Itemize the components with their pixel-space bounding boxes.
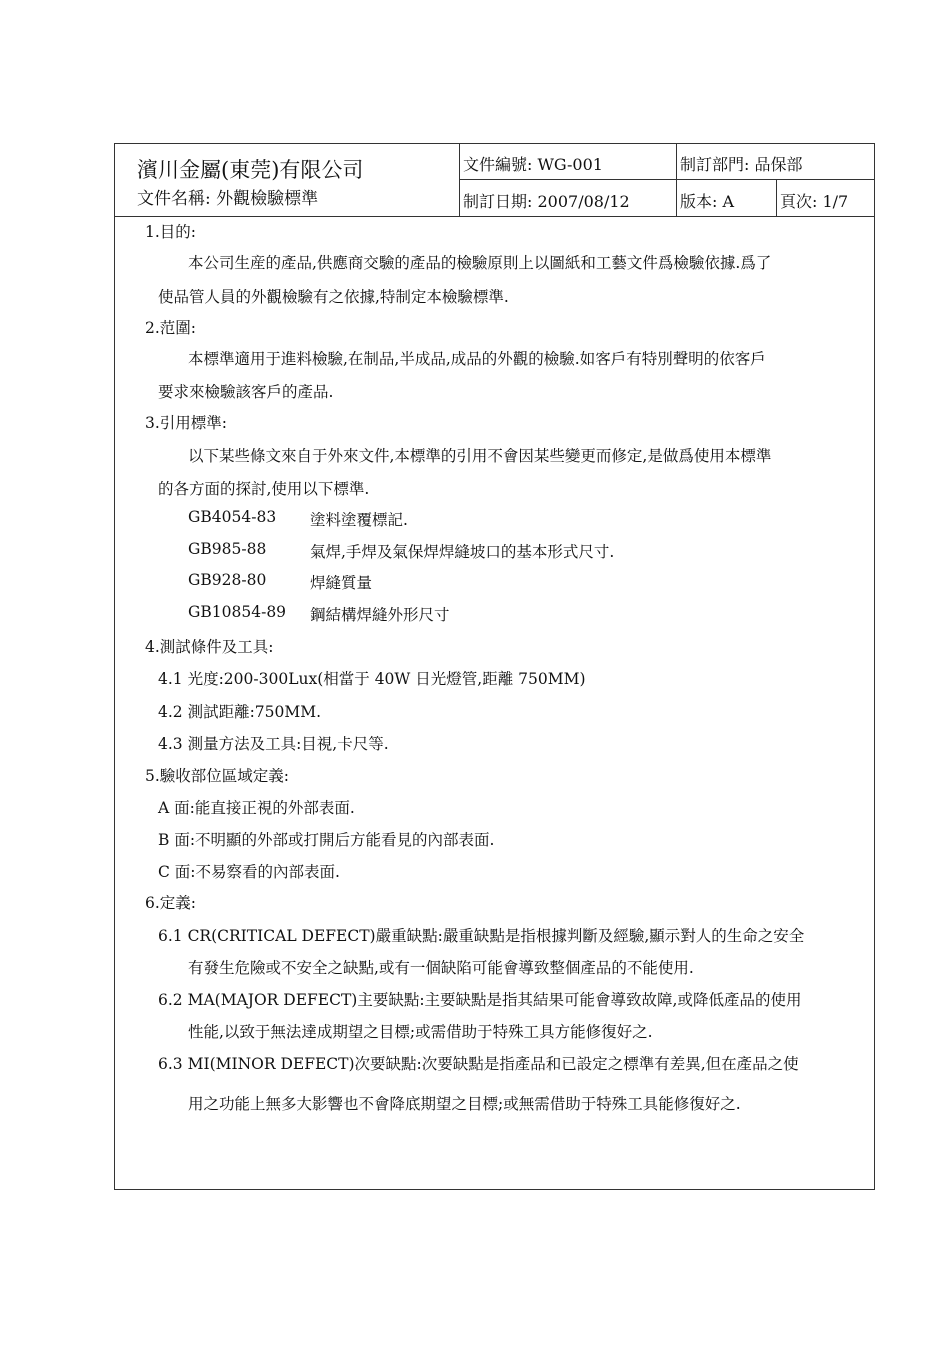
standard-code: GB4054-83 bbox=[188, 508, 277, 526]
standard-desc: 鋼結構焊縫外形尺寸 bbox=[310, 606, 450, 624]
company-name: 濱川金屬(東莞)有限公司 bbox=[137, 158, 364, 182]
standard-code: GB985-88 bbox=[188, 540, 267, 558]
issue-date: 制訂日期: 2007/08/12 bbox=[463, 192, 630, 211]
section-heading: 2.范圍: bbox=[145, 319, 197, 337]
header-divider bbox=[776, 180, 777, 216]
list-item: 4.1 光度:200-300Lux(相當于 40W 日光燈管,距離 750MM) bbox=[158, 670, 586, 688]
paragraph-line: 6.1 CR(CRITICAL DEFECT)嚴重缺點:嚴重缺點是指根據判斷及經驗,顯示對人的生命之安全 bbox=[158, 927, 805, 945]
section-heading: 3.引用標準: bbox=[145, 414, 228, 432]
document-header bbox=[115, 144, 874, 217]
paragraph-line: 使品管人員的外觀檢驗有之依據,特制定本檢驗標準. bbox=[158, 288, 509, 306]
page-number: 頁次: 1/7 bbox=[780, 192, 849, 211]
header-divider bbox=[459, 144, 460, 216]
list-item: A 面:能直接正視的外部表面. bbox=[158, 799, 355, 817]
paragraph-line: 用之功能上無多大影響也不會降底期望之目標;或無需借助于特殊工具能修復好之. bbox=[188, 1095, 741, 1113]
paragraph-line: 的各方面的探討,使用以下標準. bbox=[158, 480, 370, 498]
paragraph-line: 有發生危險或不安全之缺點,或有一個缺陷可能會導致整個產品的不能使用. bbox=[188, 959, 694, 977]
document-number: 文件編號: WG-001 bbox=[463, 155, 603, 174]
paragraph-line: 6.2 MA(MAJOR DEFECT)主要缺點:主要缺點是指其結果可能會導致故障,或降低產品的使用 bbox=[158, 991, 802, 1009]
header-divider bbox=[676, 144, 677, 216]
section-heading: 5.驗收部位區域定義: bbox=[145, 767, 290, 785]
standard-code: GB10854-89 bbox=[188, 603, 287, 621]
section-heading: 6.定義: bbox=[145, 894, 197, 912]
list-item: 4.2 測試距離:750MM. bbox=[158, 703, 322, 721]
section-heading: 4.測試條件及工具: bbox=[145, 638, 274, 656]
document-name: 文件名稱: 外觀檢驗標準 bbox=[137, 189, 319, 209]
standard-desc: 焊縫質量 bbox=[310, 574, 373, 592]
standard-code: GB928-80 bbox=[188, 571, 267, 589]
list-item: B 面:不明顯的外部或打開后方能看見的內部表面. bbox=[158, 831, 495, 849]
paragraph-line: 性能,以致于無法達成期望之目標;或需借助于特殊工具方能修復好之. bbox=[188, 1023, 653, 1041]
standard-desc: 氣焊,手焊及氣保焊焊縫坡口的基本形式尺寸. bbox=[310, 543, 615, 561]
list-item: 4.3 測量方法及工具:目視,卡尺等. bbox=[158, 735, 389, 753]
department: 制訂部門: 品保部 bbox=[680, 155, 803, 174]
paragraph-line: 本公司生産的產品,供應商交驗的產品的檢驗原則上以圖紙和工藝文件爲檢驗依據.爲了 bbox=[188, 254, 772, 272]
paragraph-line: 以下某些條文來自于外來文件,本標準的引用不會因某些變更而修定,是做爲使用本標準 bbox=[188, 447, 772, 465]
standard-desc: 塗料塗覆標記. bbox=[310, 511, 408, 529]
paragraph-line: 本標準適用于進料檢驗,在制品,半成品,成品的外觀的檢驗.如客戶有特別聲明的依客戶 bbox=[188, 350, 766, 368]
paragraph-line: 要求來檢驗該客戶的產品. bbox=[158, 383, 334, 401]
header-divider bbox=[459, 179, 874, 180]
section-heading: 1.目的: bbox=[145, 223, 197, 241]
paragraph-line: 6.3 MI(MINOR DEFECT)次要缺點:次要缺點是指產品和已設定之標準有差異,但在產品之使 bbox=[158, 1055, 799, 1073]
version: 版本: A bbox=[680, 192, 735, 211]
document-frame bbox=[114, 143, 875, 1190]
list-item: C 面:不易察看的內部表面. bbox=[158, 863, 340, 881]
